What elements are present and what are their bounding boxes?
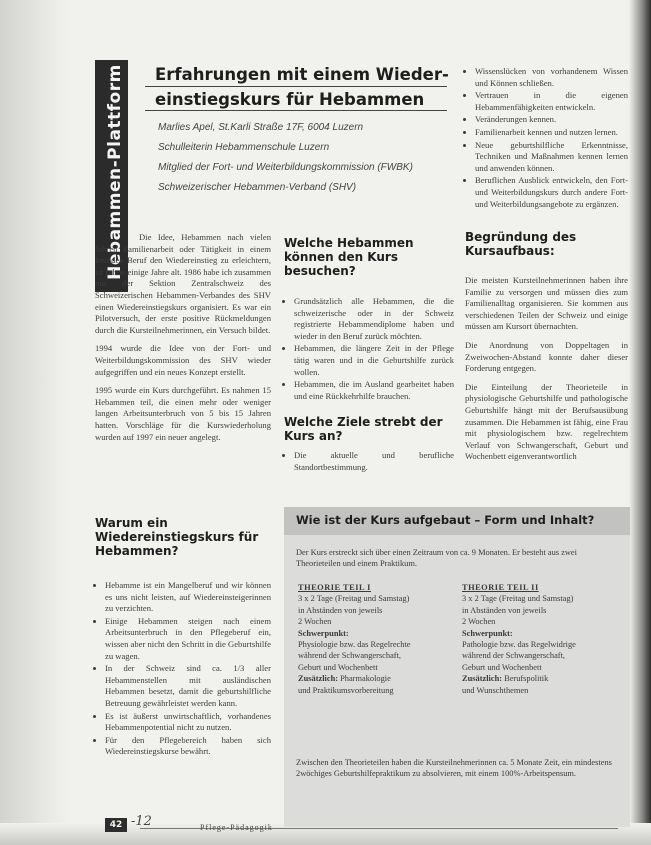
list-item: • Neue geburtshilfliche Erkenntnisse, Techniken und Maßnahmen kennen lernen und anwenden können. bbox=[475, 140, 628, 175]
list-item: • Einige Hebammen steigen nach einem Arbeitsunterbruch in den Pflegeberuf ein, wissen aber nicht den Schritt in die Geburtshilfe zu wagen. bbox=[105, 616, 271, 662]
bullet-list-ziele bbox=[284, 450, 454, 473]
theory-1-focus-label: Schwerpunkt: bbox=[298, 628, 349, 638]
article-title-line-1: Erfahrungen mit einem Wieder- bbox=[155, 65, 449, 84]
theory-1-line: 2 Wochen bbox=[298, 617, 332, 627]
author-line: Mitglied der Fort- und Weiterbildungskommission (FWBK) bbox=[158, 162, 413, 173]
list-item: • Grundsätzlich alle Hebammen, die die schweizerische oder in der Schweiz registrierte Hebammendiplome haben und wieder in den Beruf zurück möchten. bbox=[294, 296, 454, 342]
theory-1-line: in Abständen von jeweils bbox=[298, 605, 383, 615]
heading-welche-hebammen: Welche Hebammen können den Kurs besuchen? bbox=[284, 236, 414, 278]
page-right-edge bbox=[629, 0, 651, 845]
article-title-line-2: einstiegskurs für Hebammen bbox=[155, 90, 425, 109]
intro-paragraph-1: Die Idee, Hebammen nach vielen Jahren Familienarbeit oder Tätigkeit in einem fremden Beruf den Wiedereinstieg zu erleichtern, ist schon einige Jahre alt. 1986 habe ich zusammen mit der Sektion Zentralschweiz des Schweizerischen Hebammen-Verbandes des SHV einen Wiedereinstiegskurs organisiert. Es war ein Pilotversuch, der erste positive Rückmeldungen durch die Kursteilnehmerinnen, ein Versuch bildet. bbox=[95, 232, 271, 335]
list-item: • Beruflichen Ausblick entwickeln, den Fort- und Weiterbildungskurs durch andere Fort- und Weiterbildungsangebote zu ergänzen. bbox=[475, 175, 628, 210]
author-line: Marlies Apel, St.Karli Straße 17F, 6004 Luzern bbox=[158, 122, 364, 133]
theory-2-extra: und Wunschthemen bbox=[462, 685, 529, 695]
article-title bbox=[155, 62, 455, 112]
author-line: Schweizerischer Hebammen-Verband (SHV) bbox=[158, 182, 357, 193]
intro-paragraph-3: 1995 wurde ein Kurs durchgeführt. Es nahmen 15 Hebammen teil, die einen mehr oder weniger langen Arbeitsunterbruch von 5 bis 15 Jahren hatten. Vorschläge für die Kurswiederholung wurden auf 1997 ein neuer angelegt. bbox=[95, 385, 271, 442]
paragraph: Die Einteilung der Theorieteile in physiologische Geburtshilfe und pathologische Geburtshilfe hängt mit der Berufsausübung zusammen. Die Hebammen ist fähig, eine Frau mit physiologischem bzw. regelrechtem Verlauf von Schwangerschaft, Geburt und Wochenbett eigenverantwortlich bbox=[465, 381, 628, 462]
list-item: • Wissenslücken von vorhandenem Wissen und Können schließen. bbox=[475, 66, 628, 89]
list-item: • Die aktuelle und berufliche Standortbestimmung. bbox=[294, 450, 454, 473]
column-1-intro bbox=[95, 232, 271, 450]
paragraph: Die Anordnung von Doppeltagen in Zweiwochen-Abstand konnte daher dieser Forderung entgegen. bbox=[465, 339, 628, 374]
handwritten-note: -12 bbox=[131, 814, 152, 829]
bullet-list-ziele-continued bbox=[465, 66, 628, 210]
column-3-list bbox=[465, 66, 628, 211]
theory-2-title: THEORIE TEIL II bbox=[462, 583, 539, 592]
list-item: • Hebammen, die im Ausland gearbeitet haben und eine Rückkehrhilfe brauchen. bbox=[294, 379, 454, 402]
list-item: • Veränderungen kennen. bbox=[475, 114, 628, 126]
theory-1-title: THEORIE TEIL I bbox=[298, 583, 371, 592]
theory-2-extra: Berufspolitik bbox=[504, 674, 549, 684]
journal-name: Pflege-Pädagogik bbox=[200, 823, 273, 832]
theory-2-line: 2 Wochen bbox=[462, 617, 496, 627]
sidebar-label: Hebammen-Plattform bbox=[105, 64, 125, 280]
heading-welche-ziele: Welche Ziele strebt der Kurs an? bbox=[284, 415, 443, 443]
theory-1-extra-label: Zusätzlich: bbox=[298, 674, 339, 684]
author-block bbox=[158, 118, 458, 198]
column-2-list-1 bbox=[284, 296, 454, 403]
heading-warum: Warum ein Wiedereinstiegskurs für Hebammen? bbox=[95, 516, 259, 558]
box-title: Wie ist der Kurs aufgebaut – Form und Inhalt? bbox=[296, 513, 595, 527]
bullet-list-hebammen bbox=[284, 296, 454, 402]
intro-paragraph-2: 1994 wurde die Idee von der Fort- und Weiterbildungskommission des SHV wieder aufgegriffen und ein neues Konzept erstellt. bbox=[95, 343, 271, 377]
theory-2-focus: während der Schwangerschaft, bbox=[462, 651, 566, 661]
theory-1-focus: Geburt und Wochenbett bbox=[298, 662, 378, 672]
list-item: • Vertrauen in die eigenen Hebammenfähigkeiten entwickeln. bbox=[475, 90, 628, 113]
column-3-text bbox=[465, 275, 628, 470]
heading-begruendung: Begründung des Kursaufbaus: bbox=[465, 230, 577, 258]
author-line: Schulleiterin Hebammenschule Luzern bbox=[158, 142, 330, 153]
bullet-list-warum bbox=[95, 580, 271, 758]
list-item: • Hebamme ist ein Mangelberuf und wir können es uns nicht leisten, auf Wiedereinsteigerinnen zu verzichten. bbox=[105, 580, 271, 615]
box-outro: Zwischen den Theorieteilen haben die Kursteilnehmerinnen ca. 5 Monate Zeit, ein mindestens 2wöchiges Geburtshilfepraktikum zu absolvieren, mit einem 100%-Arbeitspensum. bbox=[296, 758, 612, 779]
theory-2-extra-label: Zusätzlich: bbox=[462, 674, 503, 684]
list-item: • Es ist äußerst unwirtschaftlich, vorhandenes Hebammenpotential nicht zu nutzen. bbox=[105, 711, 271, 734]
column-2-list-2 bbox=[284, 450, 454, 474]
list-item: • In der Schweiz sind ca. 1/3 aller Hebammenstellen mit ausländischen Hebammen besetzt, damit die geburtshilfliche Betreuung gewährleistet werden kann. bbox=[105, 663, 271, 709]
paragraph: Die meisten Kursteilnehmerinnen haben ihre Familie zu versorgen und müssen dies zum Familienalltag organisieren. Sie kommen aus verschiedenen Teilen der Schweiz und einige müssen am Kursort übernachten. bbox=[465, 275, 628, 332]
box-intro: Der Kurs erstreckt sich über einen Zeitraum von ca. 9 Monaten. Er besteht aus zwei Theorieteilen und einem Praktikum. bbox=[296, 548, 577, 569]
theory-1-extra: Pharmakologie bbox=[340, 674, 391, 684]
theory-1-line: 3 x 2 Tage (Freitag und Samstag) bbox=[298, 594, 410, 604]
column-1-list bbox=[95, 580, 271, 759]
page-number: 42 bbox=[105, 818, 127, 832]
theory-2-line: 3 x 2 Tage (Freitag und Samstag) bbox=[462, 594, 574, 604]
page-left-shadow bbox=[0, 0, 70, 845]
theory-2-focus: Pathologie bzw. das Regelwidrige bbox=[462, 640, 576, 650]
theory-1-extra: und Praktikumsvorbereitung bbox=[298, 685, 394, 695]
theory-2-focus: Geburt und Wochenbett bbox=[462, 662, 542, 672]
theory-1-focus: während der Schwangerschaft, bbox=[298, 651, 402, 661]
theory-2-focus-label: Schwerpunkt: bbox=[462, 628, 513, 638]
box-header bbox=[284, 507, 630, 535]
theory-part-2 bbox=[462, 582, 622, 696]
theory-part-1 bbox=[298, 582, 458, 696]
theory-2-line: in Abständen von jeweils bbox=[462, 605, 547, 615]
theory-1-focus: Physiologie bzw. das Regelrechte bbox=[298, 640, 411, 650]
list-item: • Hebammen, die längere Zeit in der Pflege tätig waren und in die Geburtshilfe zurück wollen. bbox=[294, 343, 454, 378]
list-item: • Für den Pflegebereich haben sich Wiedereinstiegskurse bewährt. bbox=[105, 735, 271, 758]
list-item: • Familienarbeit kennen und nutzen lernen. bbox=[475, 127, 628, 139]
